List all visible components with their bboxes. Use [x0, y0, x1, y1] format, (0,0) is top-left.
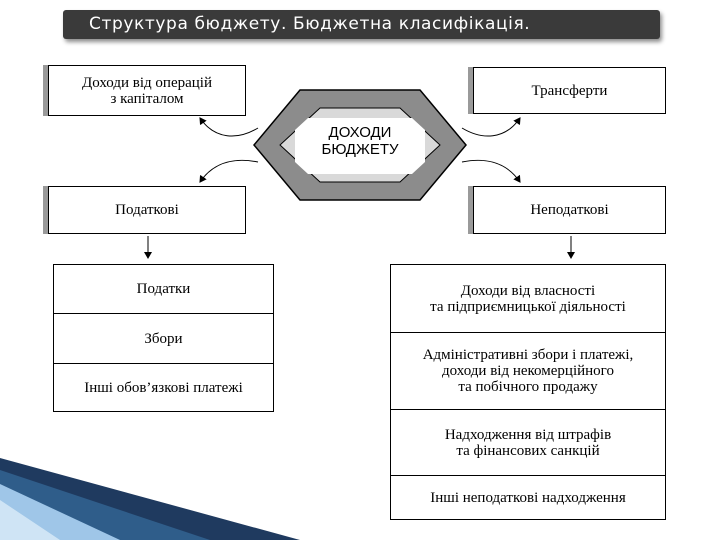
category-nontax: Неподаткові — [473, 186, 666, 234]
nontax-item: Доходи від власності та підприємницької діяльності — [430, 282, 626, 315]
tax-item: Податки — [136, 281, 191, 297]
nontax-item: Адміністративні збори і платежі, доходи від некомерційного та побічного продажу — [391, 332, 665, 409]
nontax-items-list — [390, 264, 666, 520]
slide-title: Структура бюджету. Бюджетна класифікація. — [63, 10, 660, 39]
center-label: ДОХОДИ БЮДЖЕТУ — [321, 124, 399, 158]
nontax-item: Надходження від штрафів та фінансових санкцій — [391, 409, 665, 475]
category-transfers: Трансферти — [473, 67, 666, 114]
arrow-to-nontax — [462, 160, 520, 182]
nontax-item: Інші неподаткові надходження — [391, 475, 665, 519]
arrow-to-tax — [200, 160, 258, 182]
category-capital: Доходи від операцій з капіталом — [48, 65, 246, 116]
corner-decoration — [0, 458, 300, 540]
tax-item: Інші обов’язкові платежі — [54, 363, 273, 411]
arrow-to-capital — [200, 118, 258, 136]
tax-item: Збори — [54, 313, 273, 363]
tax-items-list — [53, 264, 274, 412]
arrow-to-transfers — [462, 118, 520, 136]
category-tax: Податкові — [48, 186, 246, 234]
